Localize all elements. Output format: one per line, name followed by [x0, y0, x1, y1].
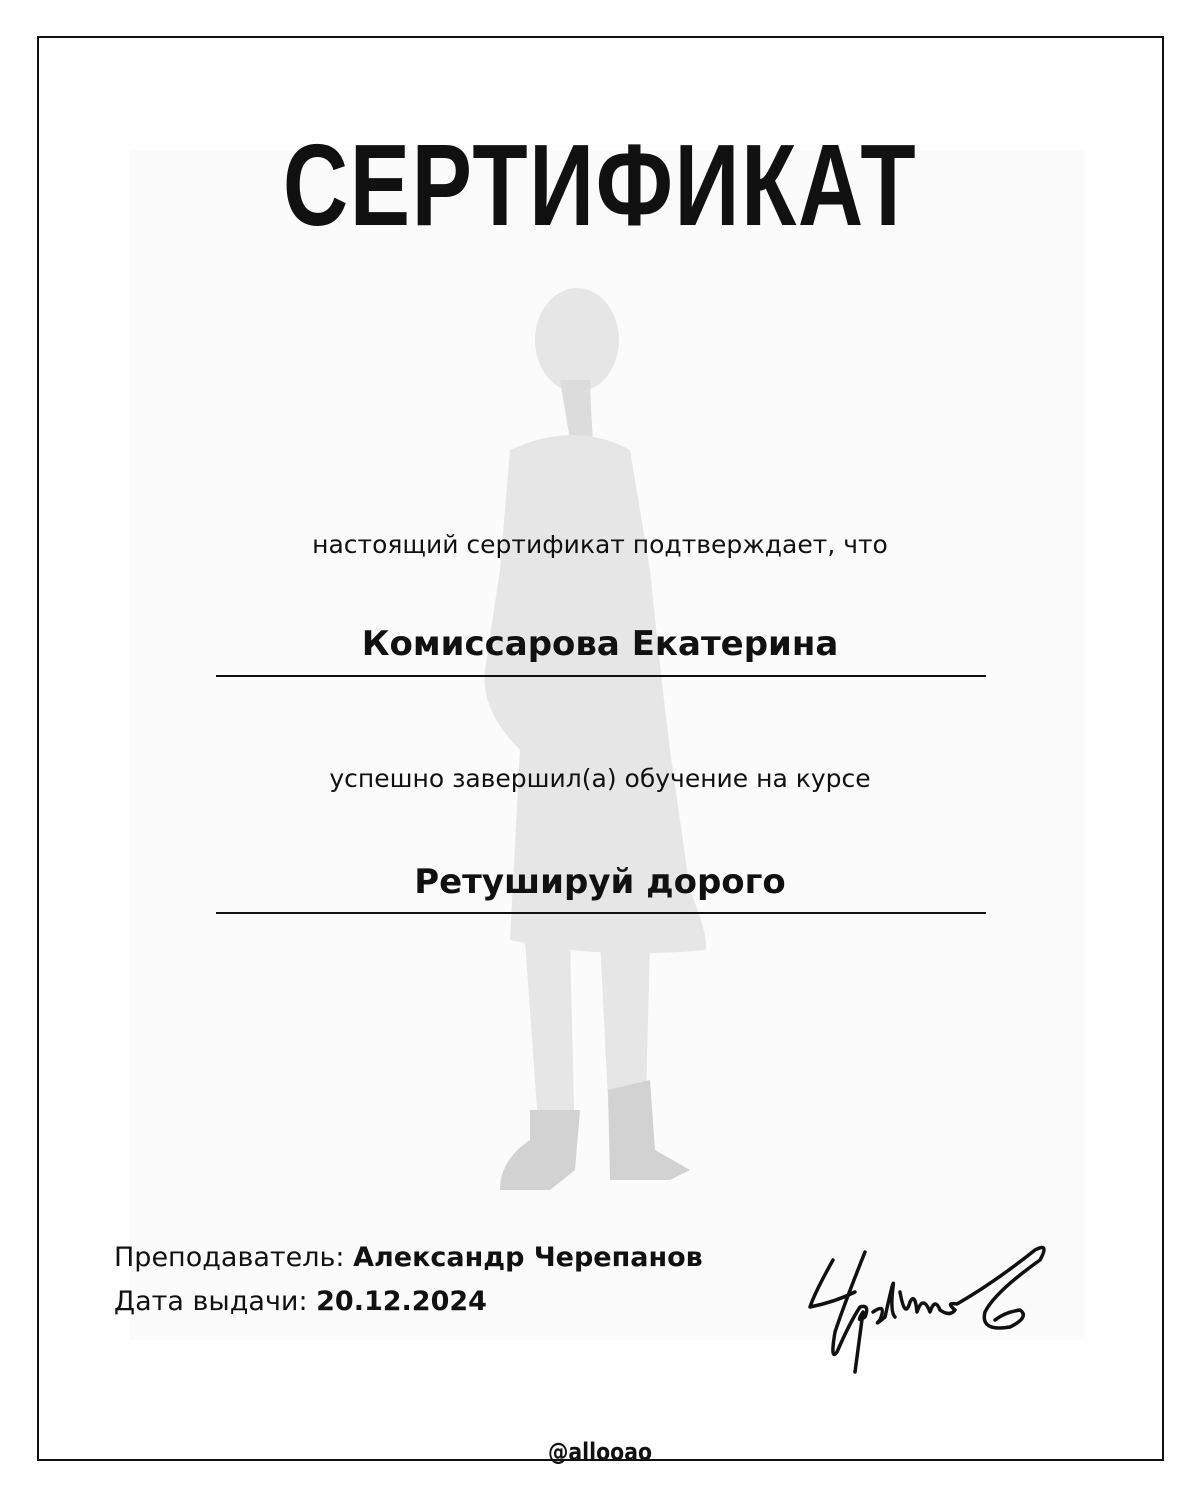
date-label: Дата выдачи:: [114, 1286, 308, 1317]
recipient-name: Комиссарова Екатерина: [361, 624, 839, 664]
teacher-label: Преподаватель:: [114, 1242, 345, 1273]
signature-image: [795, 1232, 1095, 1382]
woman-silhouette-image: [130, 150, 1085, 1340]
teacher-line: [114, 1242, 703, 1273]
certificate-title: СЕРТИФИКАТ: [282, 120, 918, 250]
date-line: [114, 1286, 487, 1317]
social-handle: @allooao: [548, 1438, 652, 1466]
course-underline: [216, 912, 986, 914]
teacher-name: Александр Черепанов: [353, 1242, 703, 1273]
completion-text: успешно завершил(а) обучение на курсе: [329, 764, 871, 793]
course-name: Ретушируй дорого: [414, 862, 786, 902]
background-photo: [130, 150, 1085, 1340]
intro-text: настоящий сертификат подтверждает, что: [312, 530, 888, 559]
issue-date: 20.12.2024: [316, 1286, 487, 1317]
recipient-underline: [216, 675, 986, 677]
